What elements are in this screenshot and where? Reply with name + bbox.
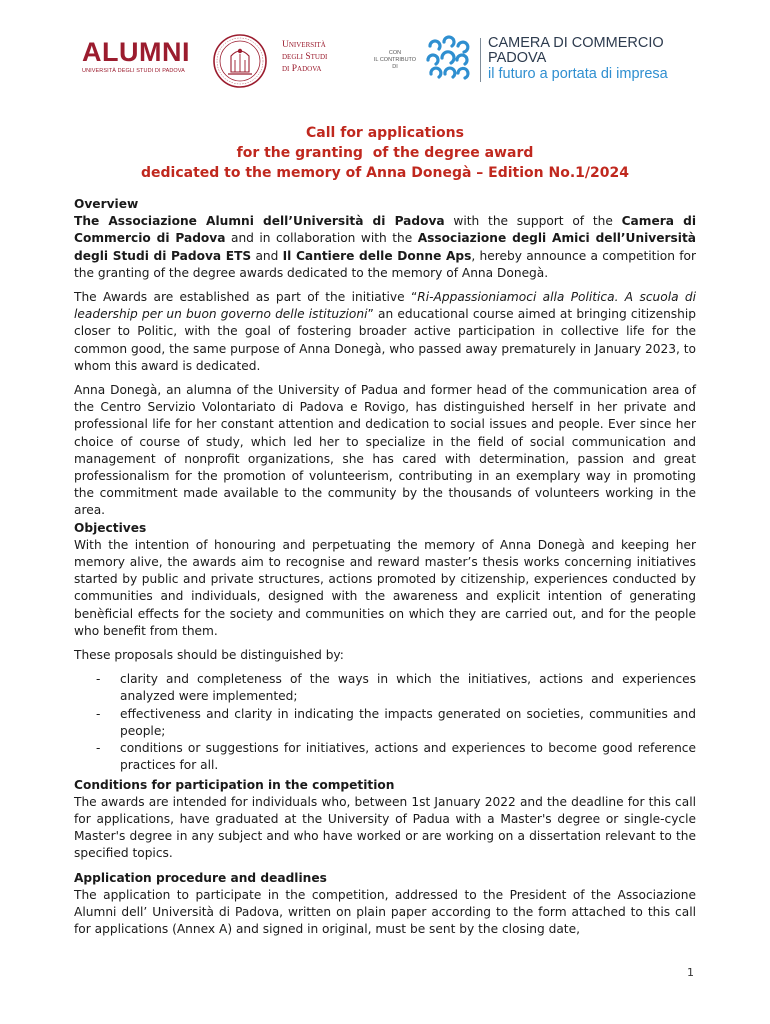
- conditions-heading: Conditions for participation in the competition: [74, 777, 395, 792]
- bullet-dash: -: [96, 672, 101, 687]
- document-title: [60, 123, 710, 183]
- objectives-heading: Objectives: [74, 520, 147, 535]
- list-item-text: effectiveness and clarity in indicating the impacts generated on societies, communities and people;: [120, 706, 696, 738]
- overview-paragraph-2: [74, 289, 696, 375]
- overview-p1-text4: , hereby announce a competition for the granting of the degree awards dedicated to the memory of Anna Donegà.: [74, 248, 696, 280]
- header-logos: [82, 30, 702, 92]
- contribution-line3: DI: [392, 64, 398, 70]
- university-seal-icon: [207, 32, 273, 90]
- university-name: [282, 39, 372, 75]
- bullet-dash: -: [96, 741, 101, 756]
- org-friends-association: Associazione degli Amici dell’Università degli Studi di Padova ETS: [74, 231, 697, 263]
- list-item: [74, 706, 696, 740]
- chamber-name-line2: PADOVA: [488, 50, 547, 66]
- alumni-logo-subtitle: UNIVERSITÀ DEGLI STUDI DI PADOVA: [82, 68, 185, 74]
- title-line3: dedicated to the memory of Anna Donegà – Edition No.1/2024: [141, 165, 629, 181]
- application-heading: Application procedure and deadlines: [74, 870, 327, 885]
- title-line2: for the granting of the degree award: [236, 145, 534, 161]
- org-cantiere-donne: Il Cantiere delle Donne Aps: [282, 248, 472, 263]
- contribution-line2: IL CONTRIBUTO: [373, 57, 417, 63]
- overview-p1-text3: and: [251, 248, 283, 263]
- alumni-logo: [82, 38, 204, 74]
- document-body: [74, 196, 696, 938]
- initiative-name: Ri-Appassioniamoci alla Politica. A scuola di leadership per un buon governo delle istituzioni: [74, 290, 696, 322]
- overview-p1-text2: and in collaboration with the: [225, 231, 418, 246]
- conditions-paragraph-1: The awards are intended for individuals who, between 1st January 2022 and the deadline for this call for applications, have graduated at the University of Padua with a Master's degree or single-cycle Master's degree in any subject and who have worked or are working on a dissertation relevant to the specified topics.: [74, 794, 696, 861]
- university-name-line3: di Padova: [282, 64, 322, 74]
- chamber-tagline: il futuro a portata di impresa: [488, 66, 668, 82]
- overview-p2-text1: The Awards are established as part of the initiative “: [74, 290, 418, 305]
- overview-heading: Overview: [74, 197, 139, 211]
- list-item-text: clarity and completeness of the ways in which the initiatives, actions and experiences analyzed were implemented;: [120, 672, 696, 704]
- alumni-logo-word: ALUMNI: [82, 37, 190, 67]
- contribution-note: [365, 50, 425, 71]
- bullet-dash: -: [96, 706, 101, 721]
- objectives-paragraph-2: These proposals should be distinguished by:: [74, 648, 344, 663]
- criteria-list: [74, 671, 696, 774]
- org-alumni: The Associazione Alumni dell’Università di Padova: [74, 214, 445, 229]
- university-name-line1: Università: [282, 40, 326, 50]
- page-number: 1: [687, 966, 694, 979]
- list-item: [74, 740, 696, 774]
- overview-p2-text2: ” an educational course aimed at bringing citizenship closer to Politic, with the goal of fostering broader active participation in collective life for the common good, the same purpose of Anna Donegà, who passed away prematurely in January 2023, to whom this award is dedicated.: [74, 307, 696, 373]
- overview-paragraph-3: Anna Donegà, an alumna of the University of Padua and former head of the communication area of the Centro Servizio Volontariato di Padova e Rovigo, has distinguished herself in her private and professional life for her constant attention and dedication to social issues and people. Ever since her choice of course of study, which led her to specialize in the field of social communication and management of nonprofit organizations, she has cared with determination, passion and great professionalism for the promotion of volunteerism, contributing in an exemplary way in promoting the commitment made available to the community by the thousands of volunteers working in the area.: [74, 383, 696, 518]
- application-paragraph-1: The application to participate in the competition, addressed to the President of the Associazione Alumni dell’ Università di Padova, written on plain paper according to the form attached to this call for applications (Annex A) and signed in original, must be sent by the closing date,: [74, 887, 696, 937]
- title-line1: Call for applications: [306, 125, 464, 141]
- overview-paragraph-1: [74, 213, 696, 282]
- overview-p1-text1: with the support of the: [444, 214, 622, 229]
- chamber-of-commerce-name: [488, 36, 698, 83]
- list-item-text: conditions or suggestions for initiatives, actions and experiences to become good reference practices for all.: [120, 741, 696, 773]
- contribution-line1: CON: [388, 50, 402, 56]
- list-item: [74, 671, 696, 705]
- chamber-divider: [480, 38, 481, 82]
- objectives-paragraph-1: With the intention of honouring and perpetuating the memory of Anna Donegà and keeping her memory alive, the awards aim to recognise and reward master’s thesis works concerning initiatives started by public and private structures, actions promoted by citizenship, experiences conducted by communities and individuals, designed with the awareness and explicit intention of generating benèficial effects for the society and communities on which they are carried out, and for the people who benefit from them.: [74, 537, 696, 638]
- org-chamber: Camera di Commercio di Padova: [74, 214, 697, 246]
- chamber-of-commerce-mark-icon: [422, 34, 472, 84]
- chamber-name-line1: CAMERA DI COMMERCIO: [488, 35, 664, 51]
- university-name-line2: degli Studi: [282, 52, 328, 62]
